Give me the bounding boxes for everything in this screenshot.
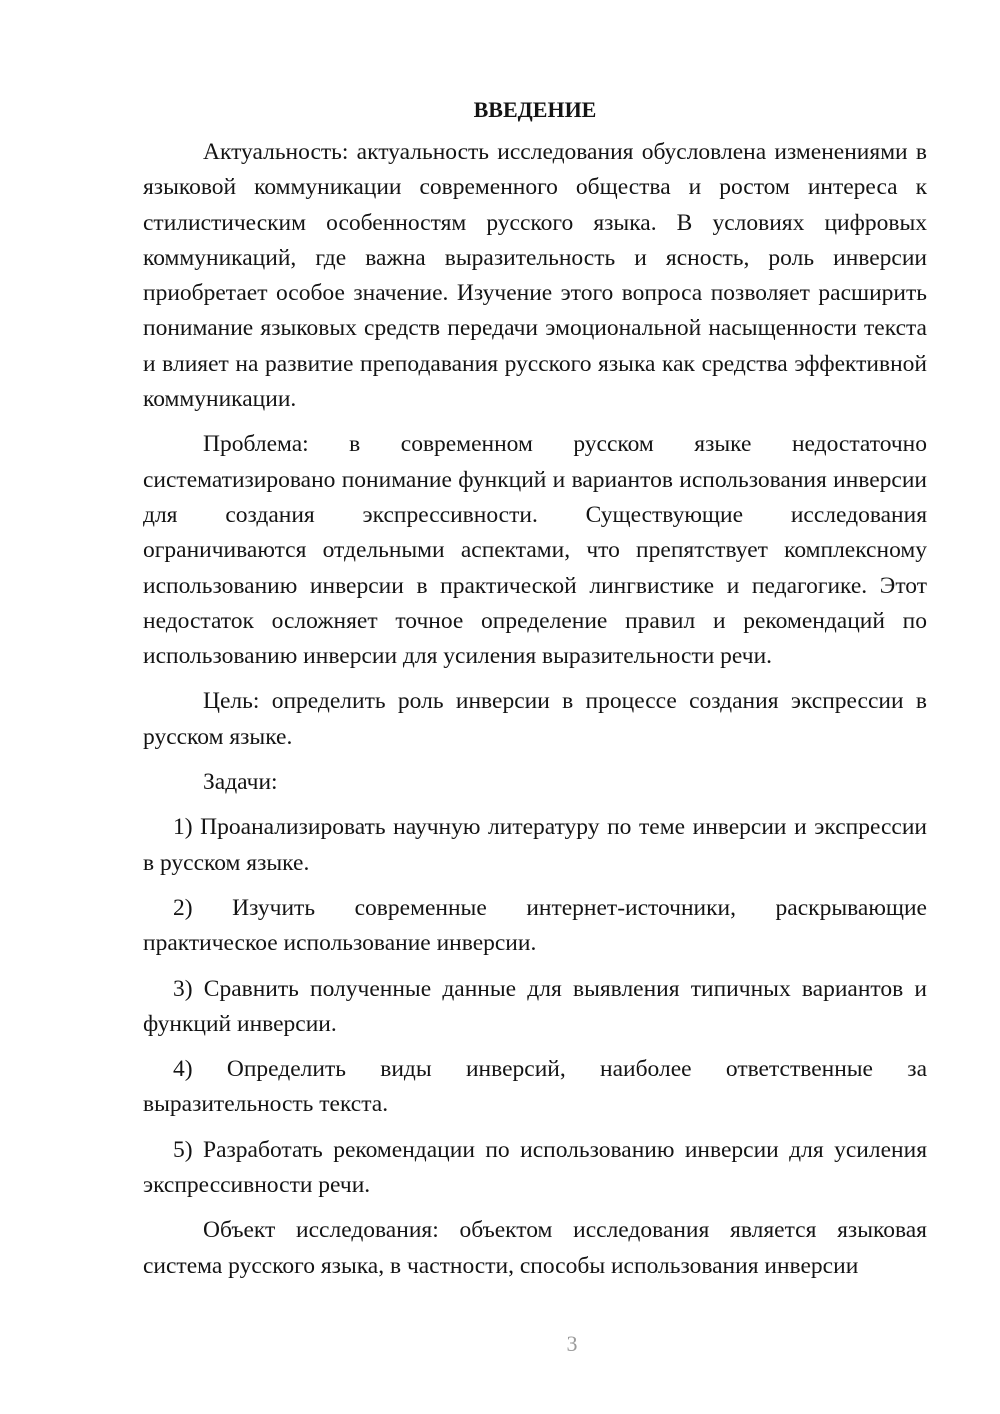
task-item: 4) Определить виды инверсий, наиболее ответственные за выразительность текста. [143,1056,927,1118]
section-heading: ВВЕДЕНИЕ [473,97,597,122]
page-body [143,95,927,1294]
task-item: 1) Проанализировать научную литературу по теме инверсии и экспрессии в русском языке. [143,814,927,876]
object-paragraph: Объект исследования: объектом исследования является языковая система русского языка, в частности, способы использования инверсии [143,1217,927,1279]
task-item: 2) Изучить современные интернет-источники, раскрывающие практическое использование инверсии. [143,894,927,957]
relevance-paragraph: Актуальность: актуальность исследования обусловлена изменениями в языковой коммуникации современного общества и ростом интереса к стилистическим особенностям русского языка. В условиях цифровых коммуникаций, где важна выразительность и ясность, роль инверсии приобретает особое значение. Изучение этого вопроса позволяет расширить понимание языковых средств передачи эмоциональной насыщенности текста и влияет на развитие преподавания русского языка как средства эффективной коммуникации. [143,139,927,413]
problem-paragraph: Проблема: в современном русском языке недостаточно систематизировано понимание функций и вариантов использования инверсии для создания экспрессивности. Существующие исследования ограничиваются отдельными аспектами, что препятствует комплексному использованию инверсии в практической лингвистике и педагогике. Этот недостаток осложняет точное определение правил и рекомендаций по использованию инверсии для усиления выразительности речи. [143,431,927,670]
goal-paragraph: Цель: определить роль инверсии в процессе создания экспрессии в русском языке. [143,688,927,750]
tasks-label: Задачи: [203,769,278,796]
page-number: 3 [566,1331,578,1356]
task-item: 3) Сравнить полученные данные для выявления типичных вариантов и функций инверсии. [143,975,927,1037]
tasks-list [143,810,927,1203]
task-item: 5) Разработать рекомендации по использованию инверсии для усиления экспрессивности речи. [143,1136,927,1199]
